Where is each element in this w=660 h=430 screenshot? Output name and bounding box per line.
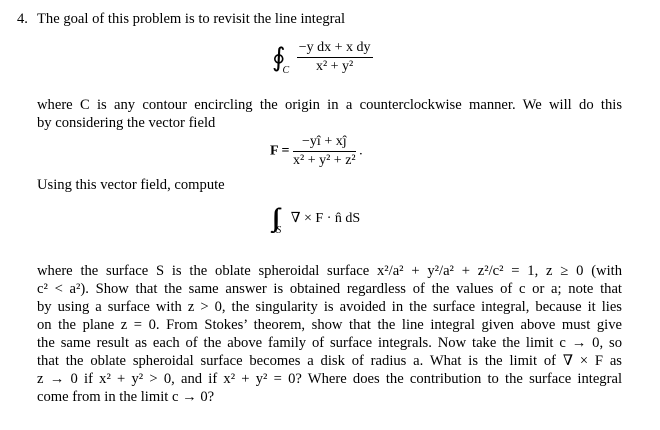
paragraph-line-3: by using a surface with z > 0, the singularity is avoided in the surface integral, because it lies (37, 299, 622, 315)
paragraph-line-7: z → 0 if x² + y² > 0, and if x² + y² = 0? Where does the contribution to the surface integral (37, 371, 622, 387)
vector-field-lhs: F = (270, 143, 290, 159)
paragraph-line-8: come from in the limit c → 0? (37, 389, 215, 405)
paragraph-line-4: on the plane z = 0. From Stokes’ theorem, show that the line integral given above must give (37, 317, 622, 333)
vector-field-numerator: −yî + xĵ (293, 134, 356, 152)
paragraph-line-6: that the oblate spheroidal surface becomes a disk of radius a. What is the limit of ∇ × F as (37, 353, 622, 369)
contour-description-line: where C is any contour encircling the origin in a counterclockwise manner. We will do this (37, 97, 622, 113)
vector-field-equation (270, 134, 363, 169)
vector-field-denominator: x² + y² + z² (293, 153, 356, 168)
vector-field-intro: by considering the vector field (37, 115, 216, 131)
surface-integral-equation (272, 203, 361, 237)
paragraph-line-2: c² < a²). Show that the same answer is obtained regardless of the values of c or a; note that (37, 281, 622, 297)
integrand-numerator: −y dx + x dy (297, 40, 373, 58)
contour-integral-sign: ∮ (272, 42, 286, 72)
paragraph-line-5: the same result as each of the above family of surface integrals. Now take the limit c → 0, so (37, 335, 622, 351)
line-integral-equation (272, 40, 373, 75)
double-integral-sign: ∫∫ (272, 203, 275, 232)
paragraph-line-1: where the surface S is the oblate spheroidal surface x²/a² + y²/a² + z²/c² = 1, z ≥ 0 (with (37, 263, 622, 279)
contour-label: C (282, 64, 290, 76)
surface-label: S (276, 225, 282, 237)
vector-field-period: . (359, 143, 363, 159)
integrand-denominator: x² + y² (315, 59, 354, 74)
integrand-fraction (297, 40, 373, 75)
intro-line: The goal of this problem is to revisit the line integral (37, 11, 346, 27)
compute-line: Using this vector field, compute (37, 177, 225, 193)
problem-number: 4. (17, 11, 28, 27)
surface-integrand: ∇ × F · n̂ dS (290, 210, 361, 226)
vector-field-fraction (293, 134, 356, 169)
